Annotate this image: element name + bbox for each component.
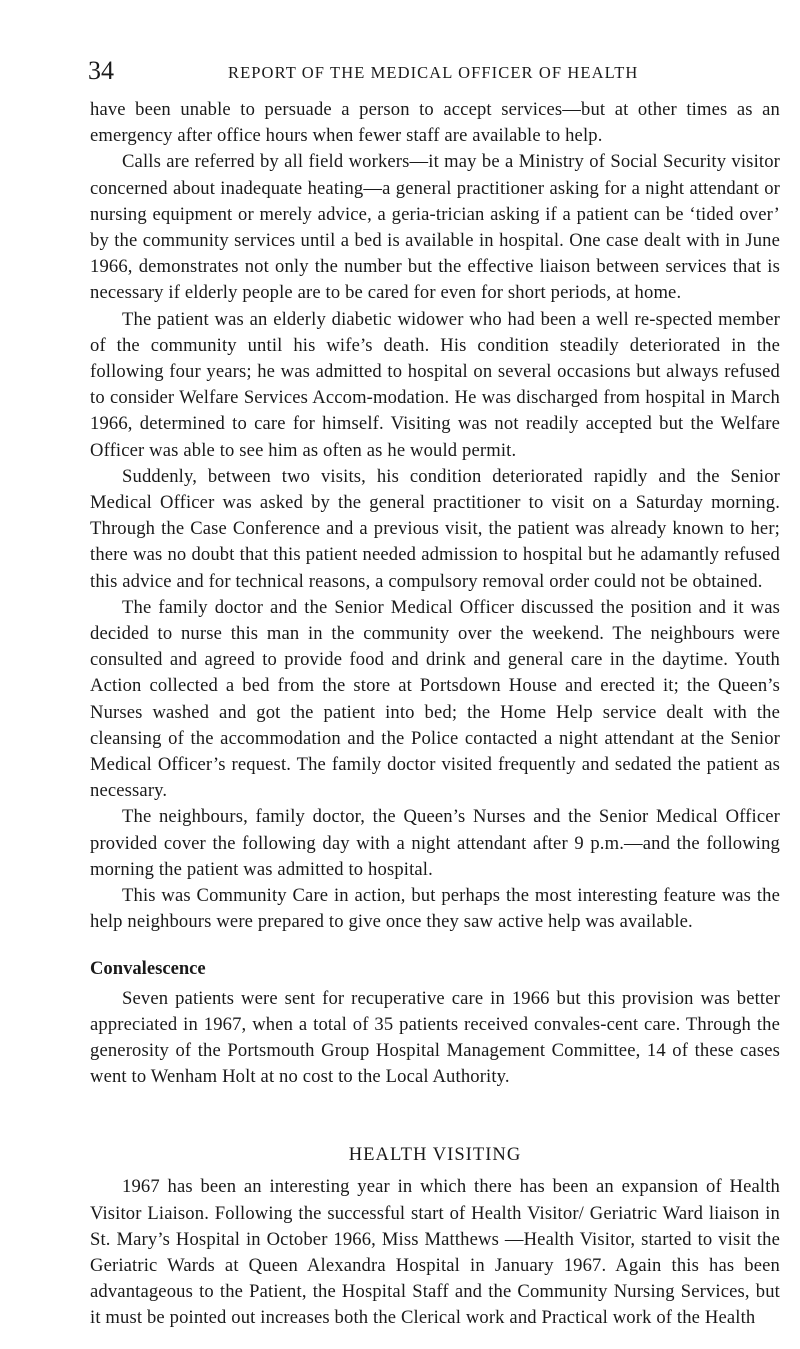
convalescence-heading: Convalescence: [90, 957, 206, 979]
body-text: [90, 97, 780, 1332]
paragraph-community-nursing: The family doctor and the Senior Medical Officer discussed the position and it was decided to nurse this man in the community over the weekend. The neighbours were consulted and agreed to provide food and drink and general care in the daytime. Youth Action collected a bed from the store at Portsdown House and erected it; the Queen’s Nurses washed and got the patient into bed; the Home Help service dealt with the cleansing of the accommodation and the Police contacted a night attendant at the Senior Medical Officer’s request. The family doctor visited frequently and sedated the patient as necessary.: [90, 596, 780, 802]
page-number: 34: [88, 56, 114, 85]
paragraph-health-visiting: 1967 has been an interesting year in which there has been an expansion of Health Visitor Liaison. Following the successful start of Health Visitor/ Geriatric Ward liaison in St. Mary’s Hospital in October 1966, Miss Matthews —Health Visitor, started to visit the Geriatric Wards at Queen Alexandra Hospital in January 1967. Again this has been advantageous to the Patient, the Hospital Staff and the Community Nursing Services, but it must be pointed out increases both the Clerical work and Practical work of the Health: [90, 1176, 780, 1329]
paragraph-continuation: have been unable to persuade a person to accept services—but at other times as an emergency after office hours when fewer staff are available to help.: [90, 99, 780, 147]
running-head: REPORT OF THE MEDICAL OFFICER OF HEALTH: [228, 63, 639, 82]
paragraph-calls-referred: Calls are referred by all field workers—it may be a Ministry of Social Security visitor concerned about inadequate heating—a general practitioner asking for a night attendant or nursing equipment or merely advice, a geria-trician asking if a patient can be ‘tided over’ by the community services until a bed is available in hospital. One case dealt with in June 1966, demonstrates not only the number but the effective liaison between services that is necessary if elderly people are to be cared for even for short periods, at home.: [90, 151, 780, 304]
page-header: [88, 55, 778, 87]
paragraph-community-care: This was Community Care in action, but perhaps the most interesting feature was the help neighbours were prepared to give once they saw active help was available.: [90, 885, 780, 933]
paragraph-hospital-admission: The neighbours, family doctor, the Queen’s Nurses and the Senior Medical Officer provided cover the following day with a night attendant after 9 p.m.—and the following morning the patient was admitted to hospital.: [90, 806, 780, 880]
health-visiting-heading: HEALTH VISITING: [348, 1144, 522, 1166]
paragraph-sudden-deterioration: Suddenly, between two visits, his condition deteriorated rapidly and the Senior Medical Officer was asked by the general practitioner to visit on a Saturday morning. Through the Case Conference and a previous visit, the patient was already known to her; there was no doubt that this patient needed admission to hospital but he adamantly refused this advice and for technical reasons, a compulsory removal order could not be obtained.: [90, 465, 780, 592]
paragraph-patient-history: The patient was an elderly diabetic widower who had been a well re-spected member of the community until his wife’s death. His condition steadily deteriorated in the following four years; he was admitted to hospital on several occasions but always refused to consider Welfare Services Accom-modation. He was discharged from hospital in March 1966, determined to care for himself. Visiting was not readily accepted but the Welfare Officer was able to see him as often as he would permit.: [90, 308, 780, 461]
paragraph-convalescence: Seven patients were sent for recuperative care in 1966 but this provision was better appreciated in 1967, when a total of 35 patients received convales-cent care. Through the generosity of the Portsmouth Group Hospital Management Committee, 14 of these cases went to Wenham Holt at no cost to the Local Authority.: [90, 987, 780, 1088]
